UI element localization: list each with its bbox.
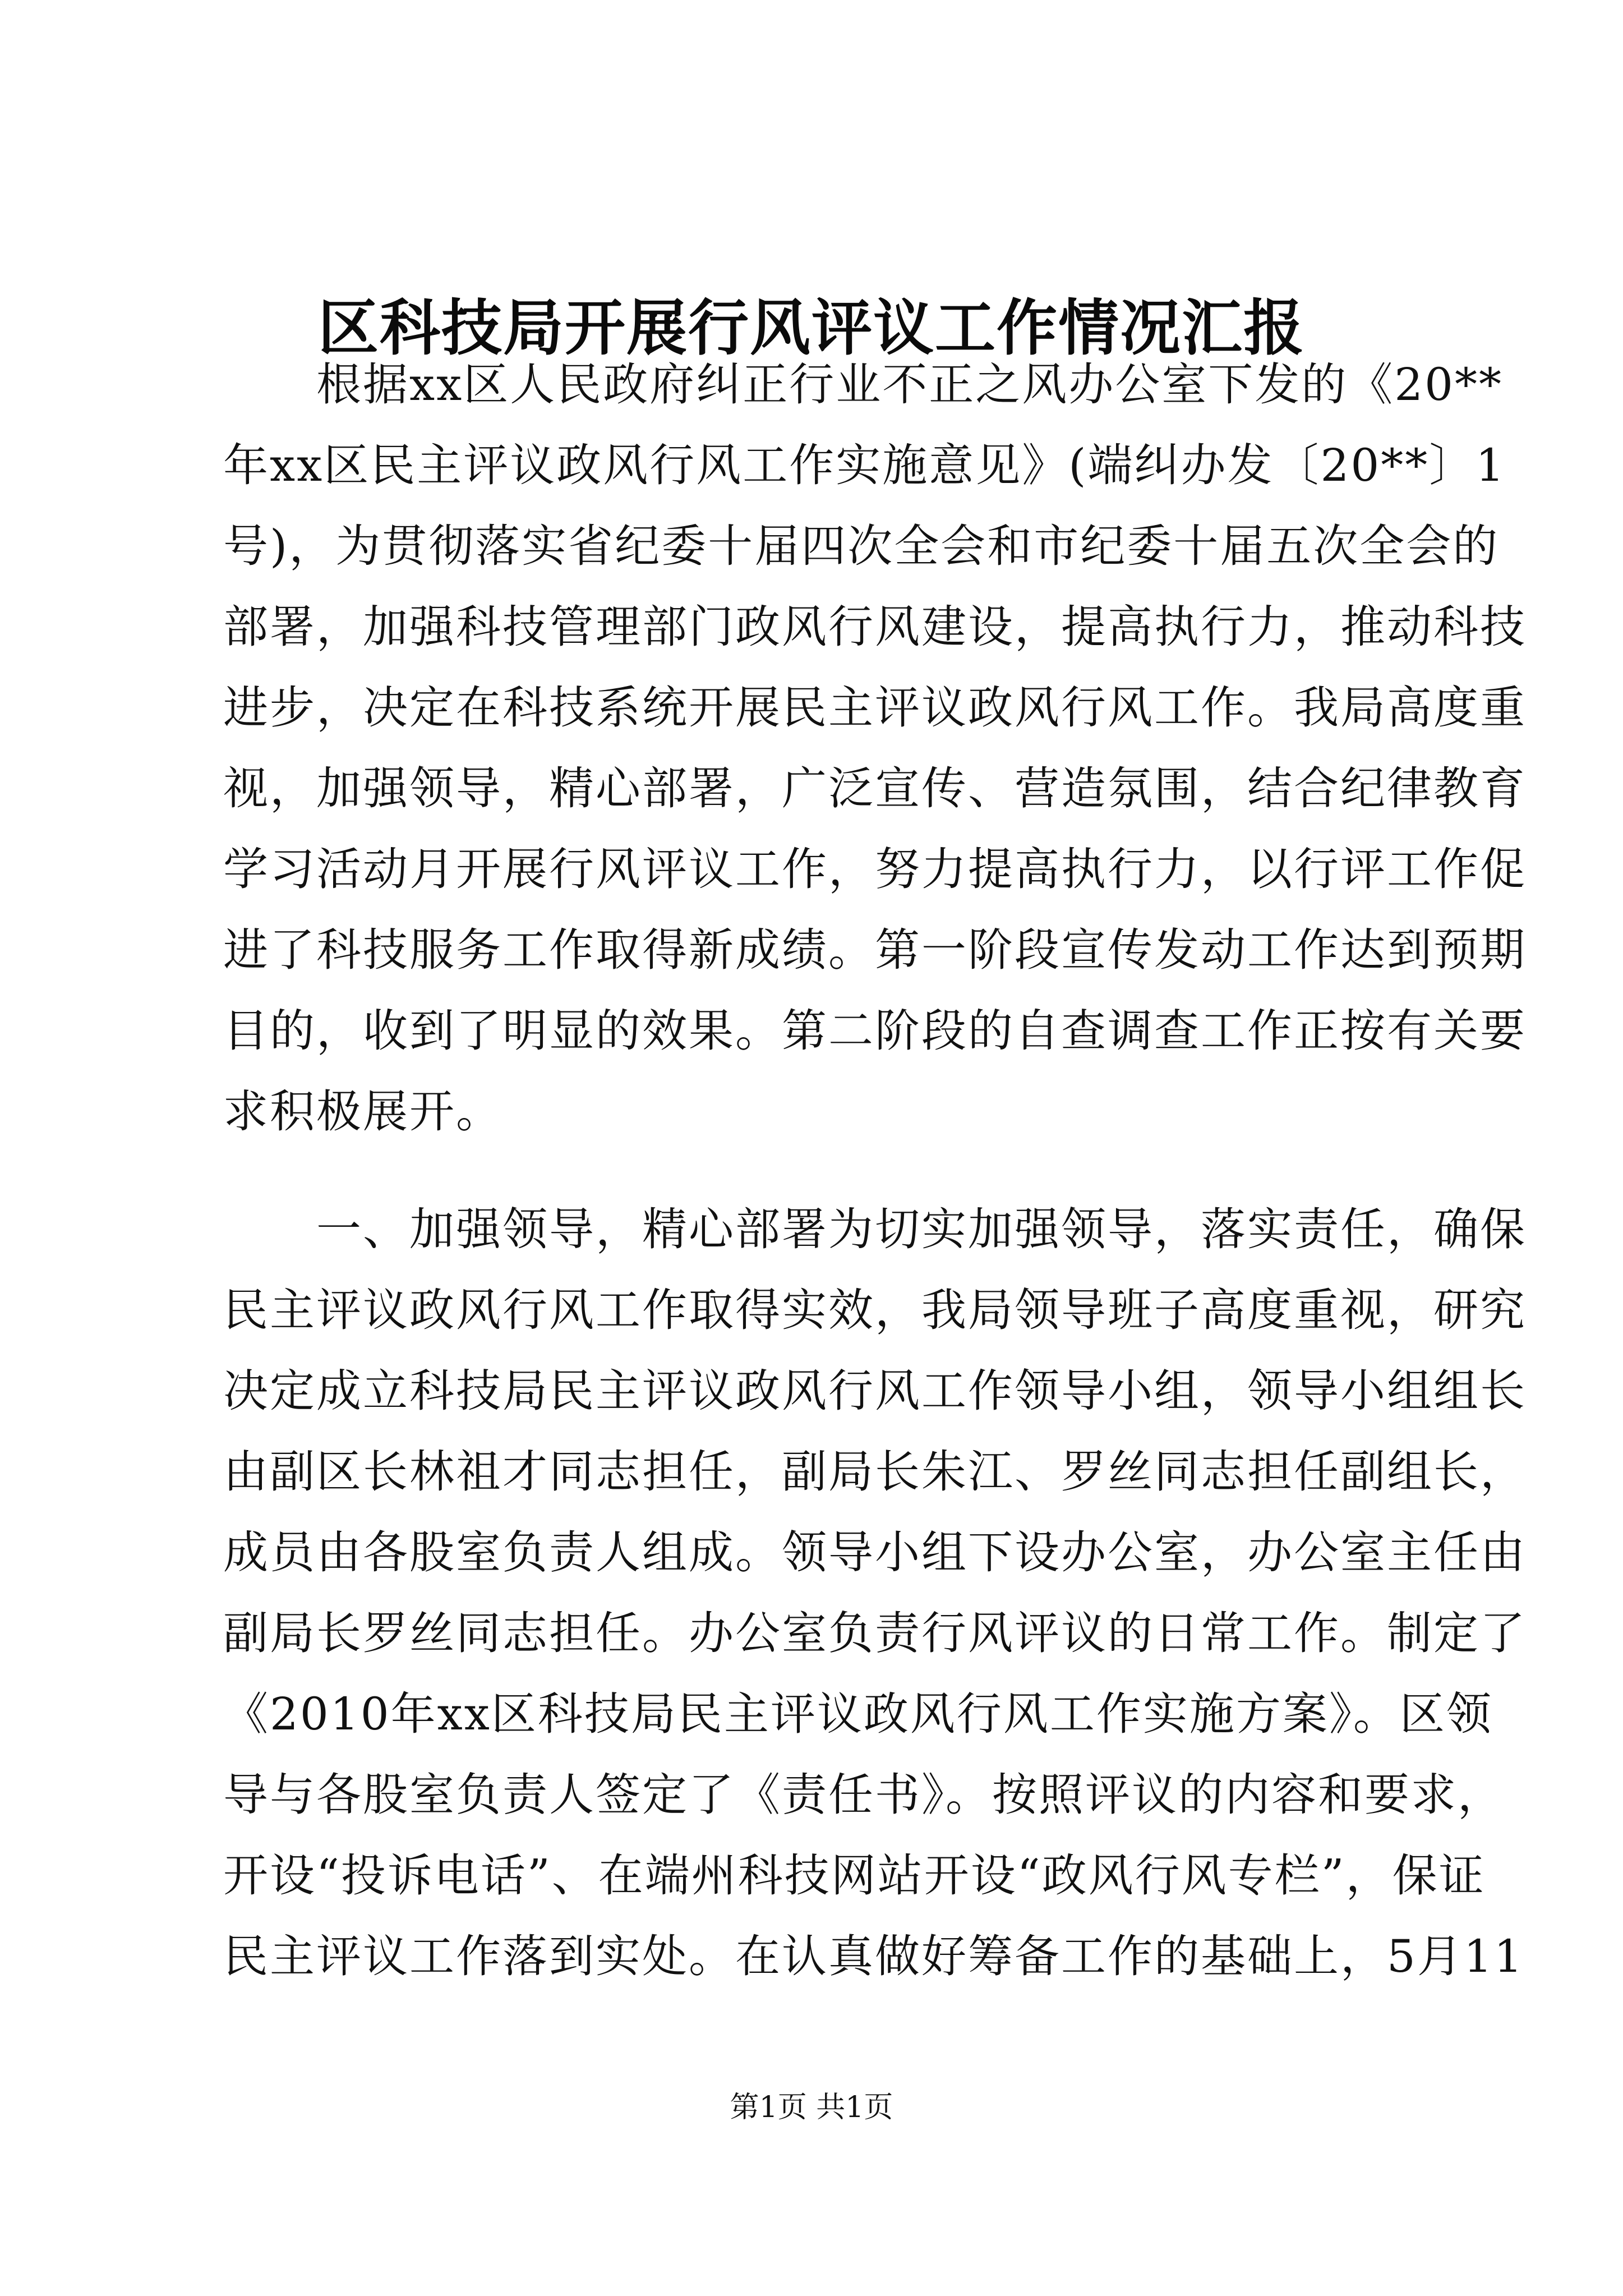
page-number-footer: 第1页 共1页 xyxy=(730,2091,893,2124)
paragraph-line: 号)，为贯彻落实省纪委十届四次全会和市纪委十届五次全会的 xyxy=(223,520,1500,572)
paragraph-line: 进步，决定在科技系统开展民主评议政风行风工作。我局高度重 xyxy=(223,682,1527,734)
paragraph-line: 开设“投诉电话”、在端州科技网站开设“政风行风专栏”，保证 xyxy=(223,1849,1486,1902)
paragraph-line: 决定成立科技局民主评议政风行风工作领导小组，领导小组组长 xyxy=(223,1365,1527,1417)
paragraph-line: 《2010年xx区科技局民主评议政风行风工作实施方案》。区领 xyxy=(223,1688,1493,1740)
paragraph-line: 民主评议政风行风工作取得实效，我局领导班子高度重视，研究 xyxy=(223,1284,1527,1336)
document-title: 区科技局开展行风评议工作情况汇报 xyxy=(317,293,1305,364)
paragraph-line: 副局长罗丝同志担任。办公室负责行风评议的日常工作。制定了 xyxy=(223,1607,1527,1659)
paragraph-line: 由副区长林祖才同志担任，副局长朱江、罗丝同志担任副组长， xyxy=(223,1446,1527,1498)
paragraph-line: 求积极展开。 xyxy=(223,1085,502,1138)
paragraph-line: 导与各股室负责人签定了《责任书》。按照评议的内容和要求， xyxy=(223,1769,1504,1821)
paragraph-intro xyxy=(223,344,1527,1152)
paragraph-line: 目的，收到了明显的效果。第二阶段的自查调查工作正按有关要 xyxy=(223,1005,1527,1057)
paragraph-line: 部署，加强科技管理部门政风行风建设，提高执行力，推动科技 xyxy=(223,601,1527,653)
paragraph-section-one xyxy=(223,1189,1527,1997)
paragraph-line: 视，加强领导，精心部署，广泛宣传、营造氛围，结合纪律教育 xyxy=(223,762,1527,815)
paragraph-line: 学习活动月开展行风评议工作，努力提高执行力，以行评工作促 xyxy=(223,843,1527,895)
paragraph-line: 根据xx区人民政府纠正行业不正之风办公室下发的《20** xyxy=(223,358,1504,411)
paragraph-line: 年xx区民主评议政风行风工作实施意见》(端纠办发〔20**〕1 xyxy=(223,439,1506,491)
paragraph-line: 一、加强领导，精心部署为切实加强领导，落实责任，确保 xyxy=(223,1203,1527,1255)
paragraph-line: 民主评议工作落到实处。在认真做好筹备工作的基础上，5月11 xyxy=(223,1930,1524,1982)
paragraph-line: 进了科技服务工作取得新成绩。第一阶段宣传发动工作达到预期 xyxy=(223,924,1527,976)
paragraph-line: 成员由各股室负责人组成。领导小组下设办公室，办公室主任由 xyxy=(223,1526,1527,1579)
